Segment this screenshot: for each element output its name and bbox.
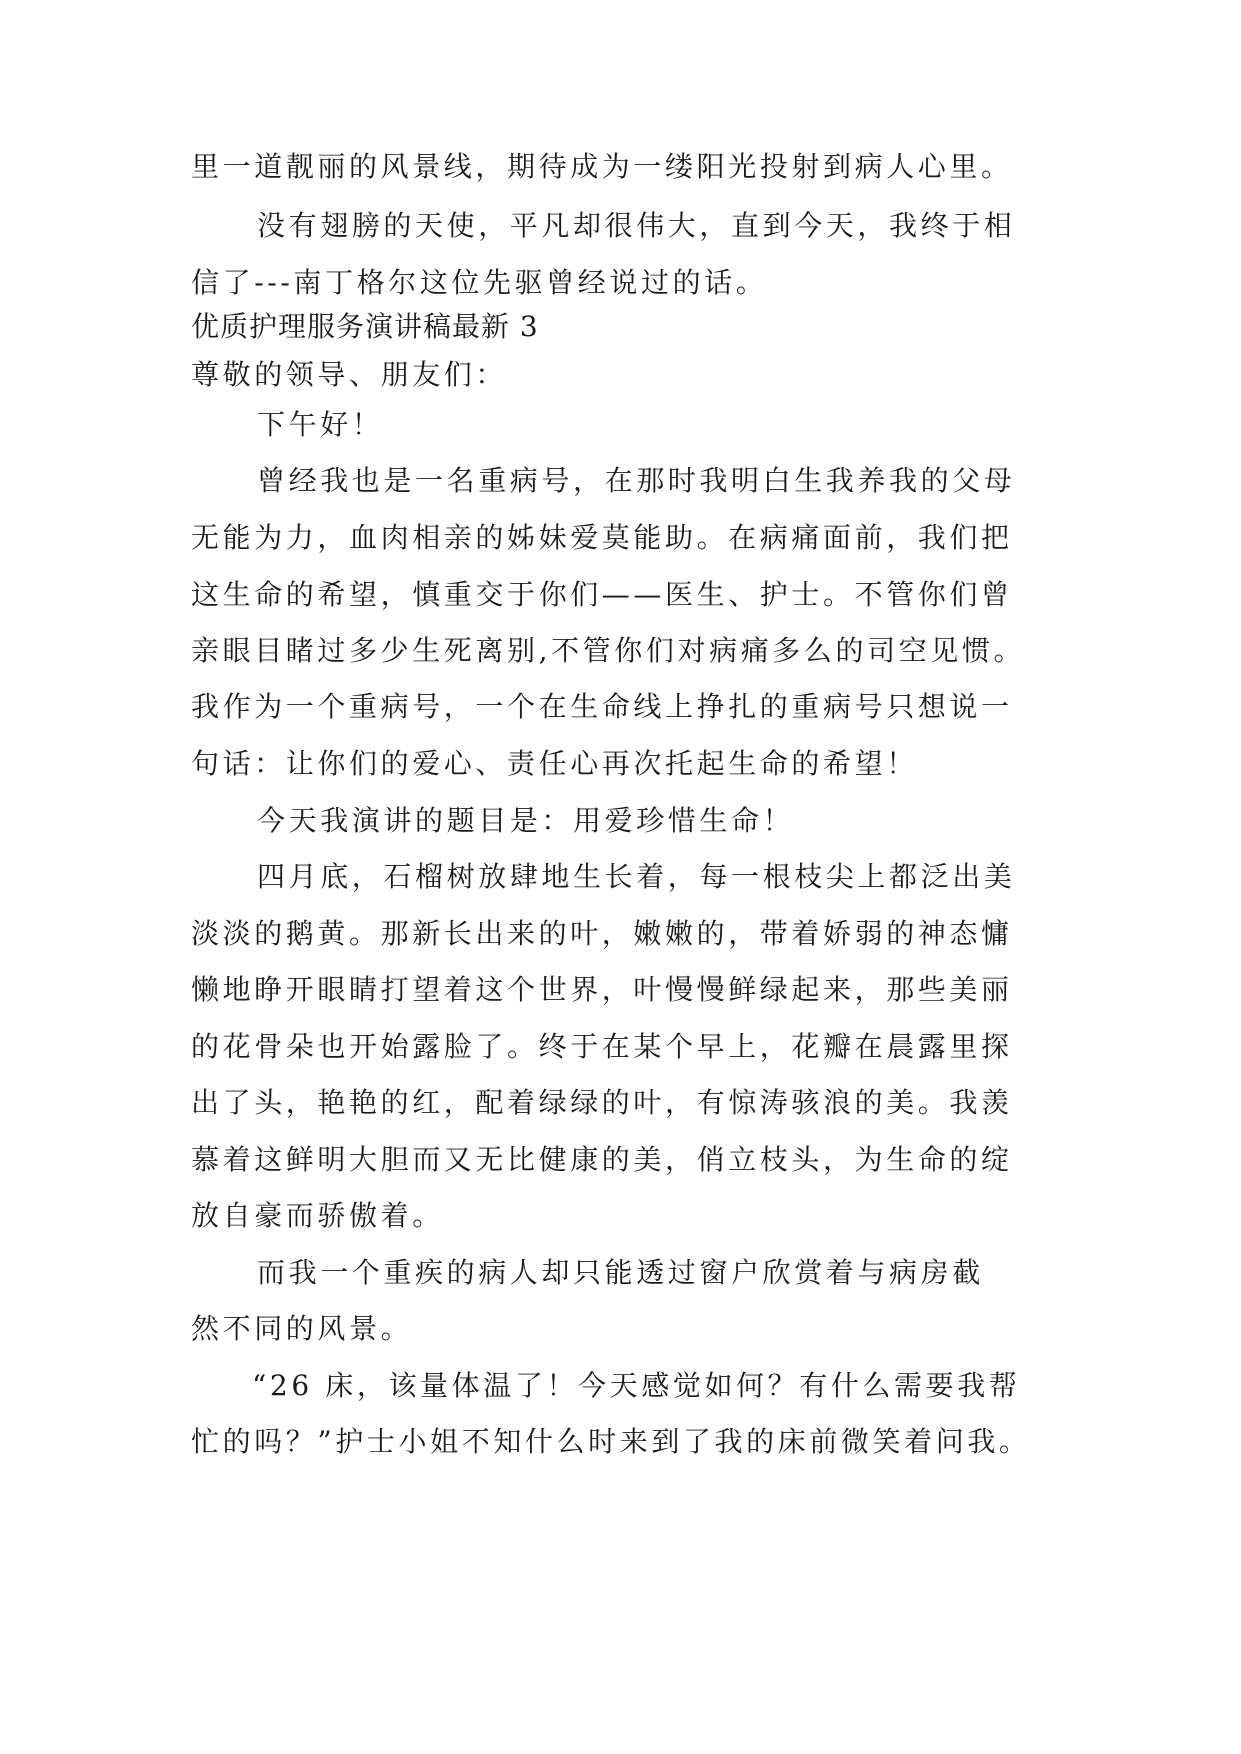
- section-heading: 优质护理服务演讲稿最新 3: [191, 310, 539, 343]
- text-line: 淡淡的鹅黄。那新长出来的叶，嫩嫩的，带着娇弱的神态慵: [191, 917, 1013, 950]
- salutation: 尊敬的领导、朋友们：: [191, 358, 508, 391]
- speech-title-line: 今天我演讲的题目是：用爱珍惜生命！: [257, 804, 795, 837]
- text-line: 无能为力，血肉相亲的姊妹爱莫能助。在病痛面前，我们把: [191, 521, 1013, 554]
- text-line: 里一道靓丽的风景线，期待成为一缕阳光投射到病人心里。: [191, 150, 1013, 183]
- text-line: 曾经我也是一名重病号，在那时我明白生我养我的父母: [257, 464, 1016, 497]
- greeting: 下午好！: [257, 408, 384, 441]
- text-line: 我作为一个重病号，一个在生命线上挣扎的重病号只想说一: [191, 690, 1013, 723]
- text-line: 这生命的希望，慎重交于你们——医生、护士。不管你们曾: [191, 578, 1013, 611]
- text-line: 然不同的风景。: [191, 1312, 413, 1345]
- text-line: 亲眼目睹过多少生死离别,不管你们对病痛多么的司空见惯。: [191, 634, 1026, 667]
- text-line: 忙的吗？”护士小姐不知什么时来到了我的床前微笑着问我。: [191, 1425, 1031, 1458]
- text-line: 慕着这鲜明大胆而又无比健康的美，俏立枝头，为生命的绽: [191, 1143, 1013, 1176]
- text-line: 的花骨朵也开始露脸了。终于在某个早上，花瓣在晨露里探: [191, 1030, 1013, 1063]
- text-line: 四月底，石榴树放肆地生长着，每一根枝尖上都泛出美: [257, 860, 1016, 893]
- text-line: 懒地睁开眼睛打望着这个世界，叶慢慢鲜绿起来，那些美丽: [191, 973, 1013, 1006]
- text-line: 放自豪而骄傲着。: [191, 1199, 444, 1232]
- text-line: 信了---南丁格尔这位先驱曾经说过的话。: [191, 266, 768, 299]
- text-line: 没有翅膀的天使，平凡却很伟大，直到今天，我终于相: [257, 209, 1016, 242]
- text-line: “26 床，该量体温了！今天感觉如何？有什么需要我帮: [252, 1369, 1021, 1402]
- text-line: 而我一个重疾的病人却只能透过窗户欣赏着与病房截: [257, 1256, 984, 1289]
- text-line: 句话：让你们的爱心、责任心再次托起生命的希望！: [191, 747, 918, 780]
- text-line: 出了头，艳艳的红，配着绿绿的叶，有惊涛骇浪的美。我羡: [191, 1086, 1013, 1119]
